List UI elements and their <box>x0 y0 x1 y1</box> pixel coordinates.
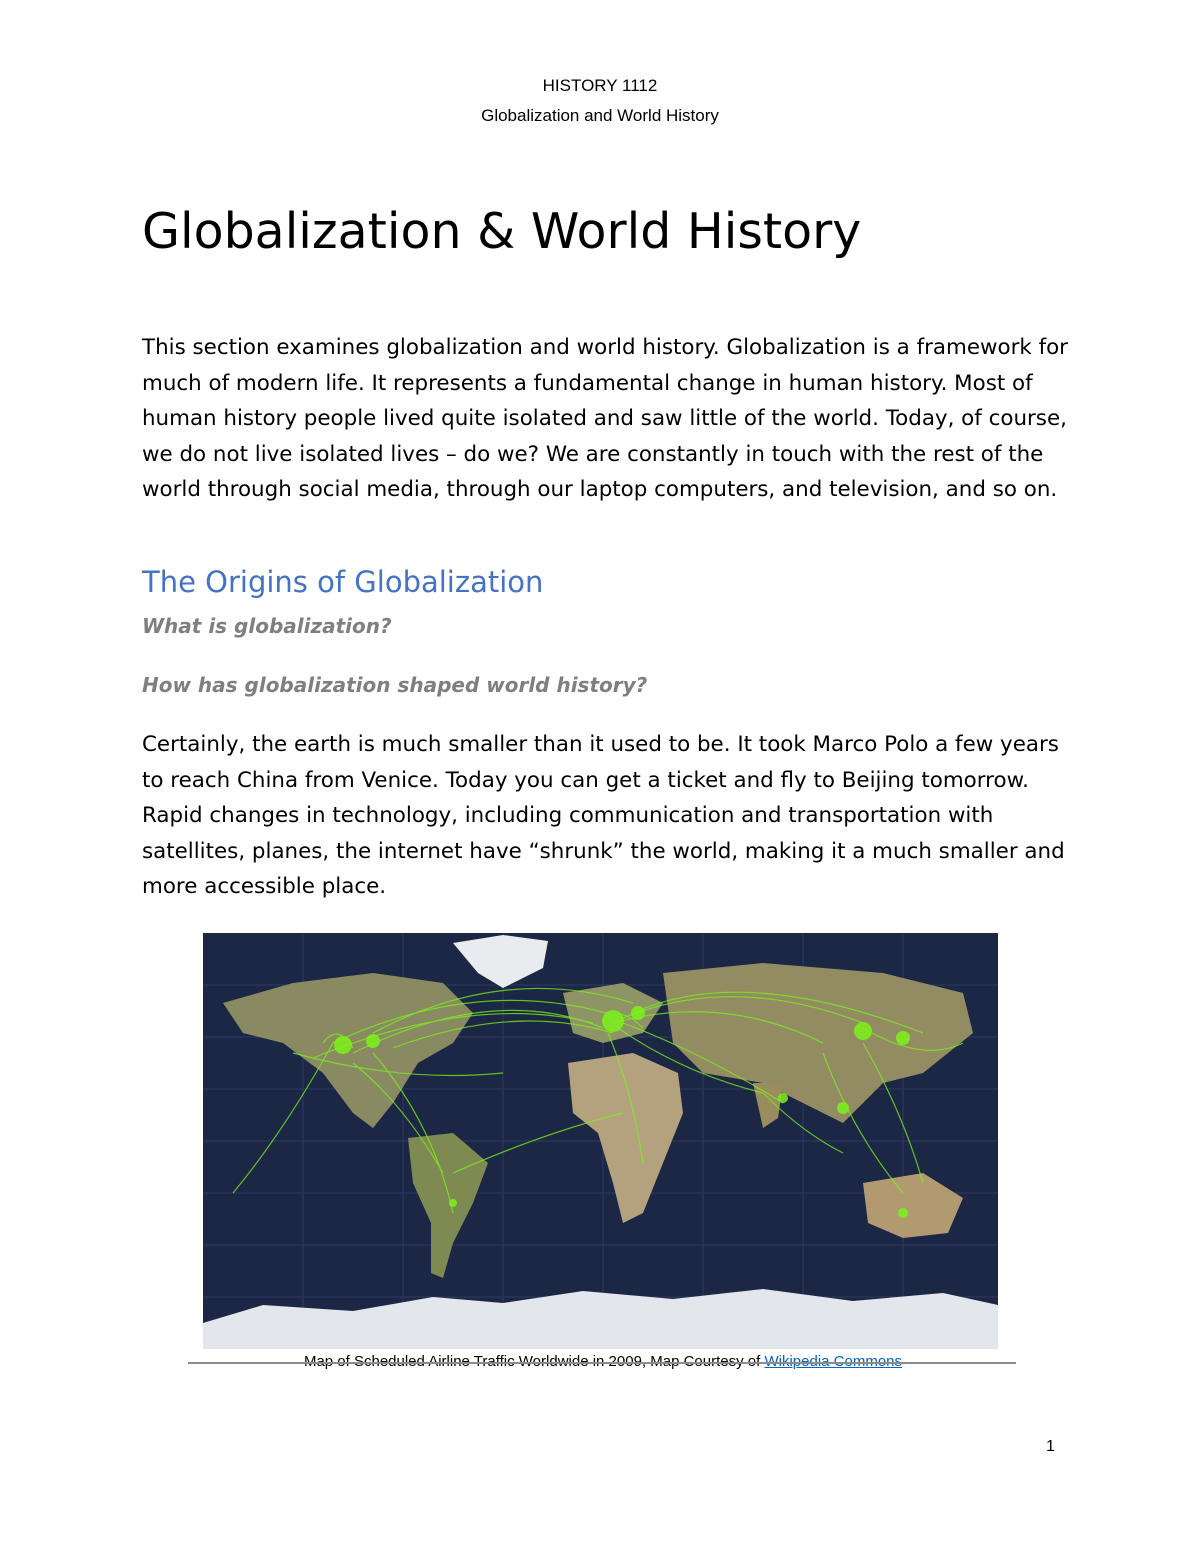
intro-paragraph: This section examines globalization and world history. Globalization is a framework for much of modern life. It represents a fundamental change in human history. Most of human history people lived quite isolated and saw little of the world. Today, of course, we do not live isolated lives – do we? We are constantly in touch with the rest of the world through social media, through our laptop computers, and television, and so on. <box>142 335 1068 502</box>
question-what-is-globalization: What is globalization? <box>142 614 392 638</box>
header-course: HISTORY 1112 <box>542 76 658 95</box>
section-heading: The Origins of Globalization <box>142 565 544 599</box>
header-course-title: Globalization and World History <box>481 106 719 125</box>
body-paragraph: Certainly, the earth is much smaller than it used to be. It took Marco Polo a few years to reach China from Venice. Today you can get a ticket and fly to Beijing tomorrow. Rapid changes in technology, including communication and transportation with satellites, planes, the internet have “shrunk” the world, making it a much smaller and more accessible place. <box>142 732 1065 899</box>
question-how-shaped-history: How has globalization shaped world history? <box>142 673 648 697</box>
page-number: 1 <box>1046 1438 1055 1455</box>
world-map-graphic <box>203 933 998 1349</box>
document-title: Globalization & World History <box>142 203 862 260</box>
caption-strike-line <box>188 1362 1016 1364</box>
airline-traffic-map <box>203 933 998 1349</box>
